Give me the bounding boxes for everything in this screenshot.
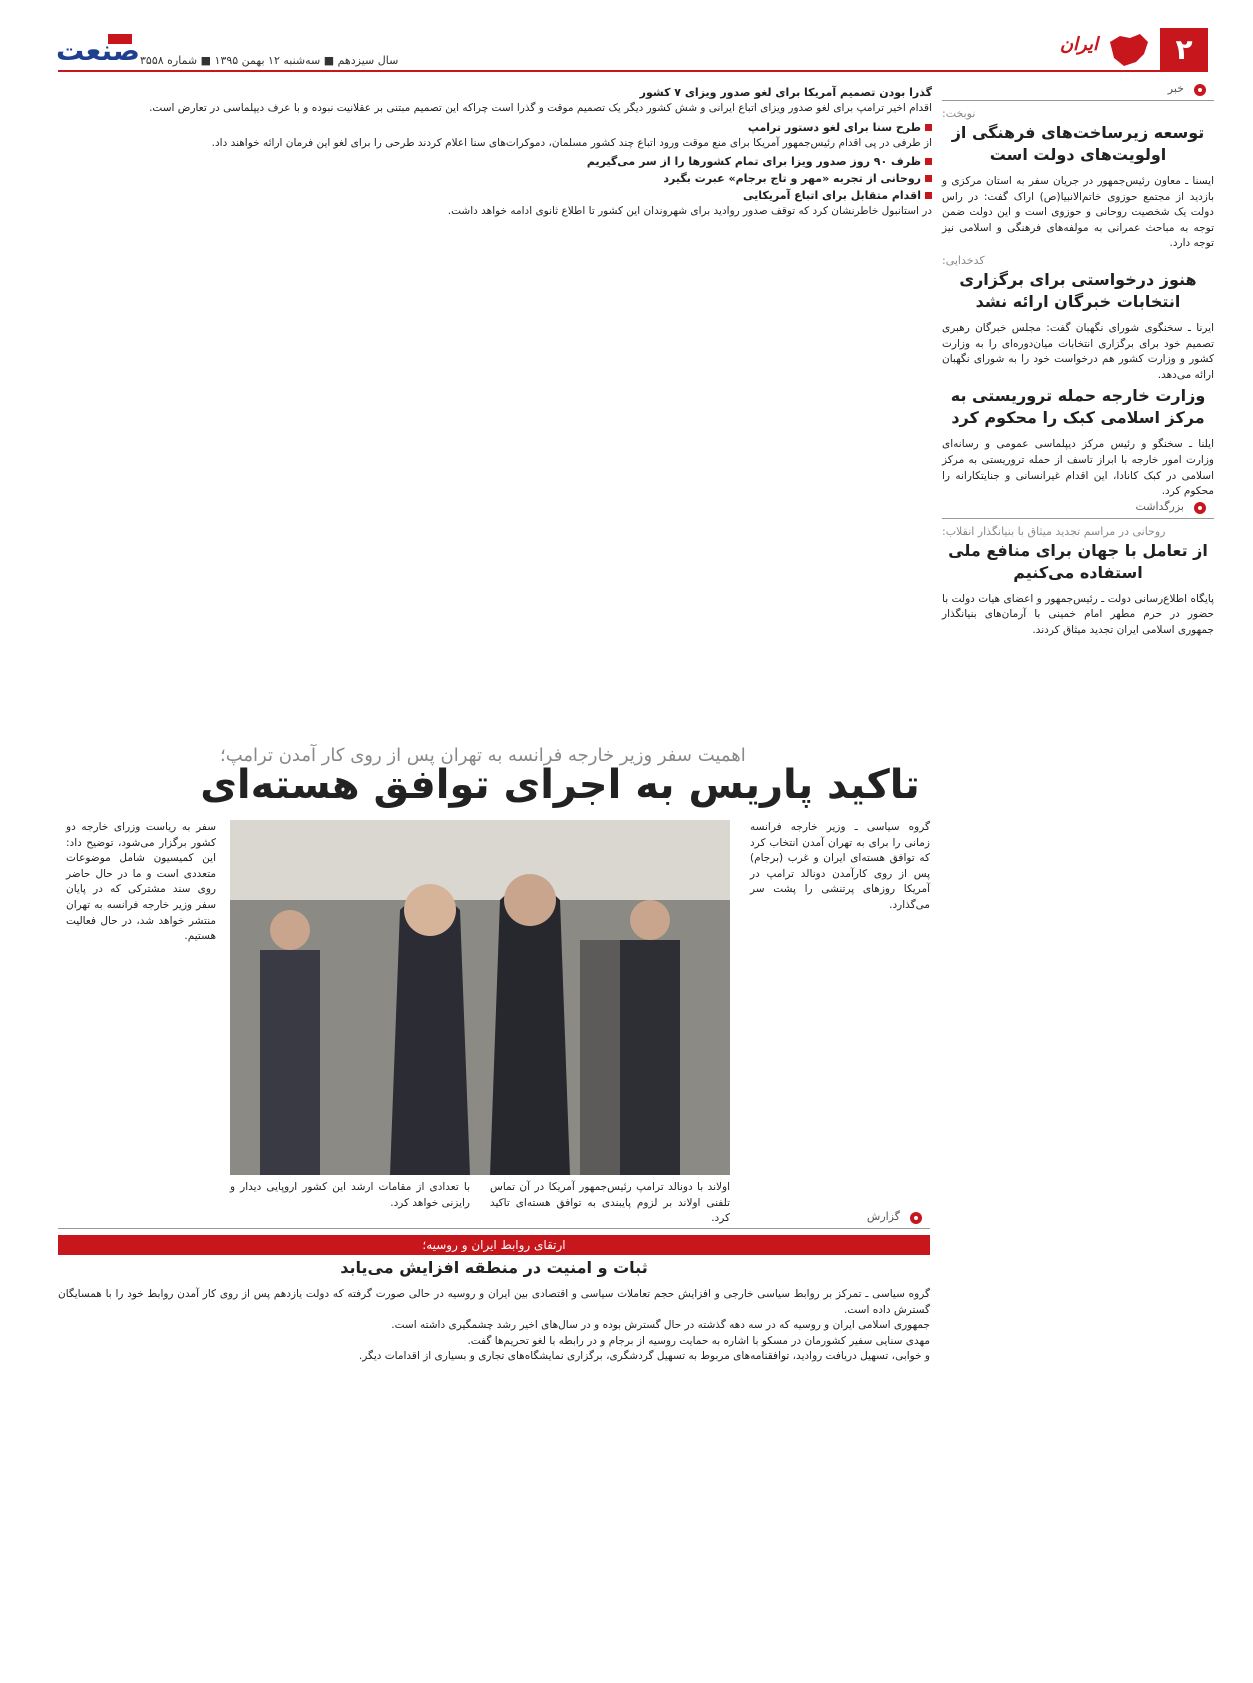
article-column: سفر به ریاست وزرای خارجه دو کشور برگزار می‌شود، توضیح داد: این کمیسیون شامل موضوعات متعددی است و ما در حال حاضر روی سند مشترکی که در پایان سفر وزیر خارجه فرانسه به تهران منتشر خواهد شد، در حال فعالیت هستیم. [66, 821, 216, 943]
news-body: ایسنا ـ معاون رئیس‌جمهور در جریان سفر به استان مرکزی و بازدید از مجتمع حوزوی خاتم‌الانبیا(ص) اراک گفت: در راس دولت یک شخصیت روحانی و حوزوی است و این دولت ضمن توجه به مباحث عمرانی به مولفه‌های فرهنگی و اسلامی نیز توجه دارد. [942, 175, 1214, 250]
report-label: گزارش [58, 1210, 930, 1229]
kicker: کدخدایی: [942, 253, 985, 267]
report-band: ارتقای روابط ایران و روسیه؛ [58, 1235, 930, 1255]
report-body: جمهوری اسلامی ایران و روسیه که در سه دهه گذشته در حال گسترش بوده و در سال‌های اخیر رشد چشمگیری داشته است. [391, 1319, 930, 1332]
story-body: اقدام اخیر ترامپ برای لغو صدور ویزای اتباع ایرانی و شش کشور دیگر یک تصمیم موقت و گذرا است چراکه این تصمیم مبتنی بر عقلانیت نبوده و با عرف دیپلماسی در تعارض است. [149, 102, 932, 114]
story-body: در استانبول خاطرنشان کرد که توقف صدور روادید برای شهروندان این کشور تا اطلاع ثانوی ادامه خواهد داشت. [447, 205, 932, 218]
article-column: اولاند با دونالد ترامپ رئیس‌جمهور آمریکا در آن تماس تلفنی اولاند بر لزوم پایبندی به توافق هسته‌ای تاکید کرد. [490, 1181, 730, 1225]
story-heading: گذرا بودن تصمیم آمریکا برای لغو صدور ویزای ۷ کشور [639, 86, 932, 99]
kicker: نوبخت: [942, 107, 976, 120]
headline-sub: اهمیت سفر وزیر خارجه فرانسه به تهران پس از روی کار آمدن ترامپ؛ [220, 745, 746, 766]
section-label: ایران [1059, 34, 1098, 55]
story-body: از طرفی در پی اقدام رئیس‌جمهور آمریکا برای منع موقت ورود اتباع چند کشور مسلمان، دموکرات‌های سنا اعلام کردند طرحی را برای لغو این فرمان ارائه خواهند داد. [211, 136, 932, 149]
svg-text:صنعت: صنعت [56, 34, 140, 67]
article-lead: گروه سیاسی ـ وزیر خارجه فرانسه زمانی را برای به تهران آمدن انتخاب کرد که توافق هسته‌ای ایران و غرب (برجام) پس از روی کارآمدن دونالد ترامپ در آمریکا روزهای پرتنشی را پشت سر می‌گذارد. [750, 821, 930, 911]
news-body: ایرنا ـ سخنگوی شورای نگهبان گفت: مجلس خبرگان رهبری تصمیم خود برای برگزاری انتخابات میان‌دوره‌ای را به وزارت کشور و وزارت کشور هم درخواست خود را به شورای نگهبان ارائه می‌دهد. [942, 321, 1214, 381]
top-story [66, 82, 932, 742]
masthead [58, 28, 1208, 68]
story-heading: روحانی از تجربه «مهر و تاج برجام» عبرت بگیرد [66, 172, 932, 185]
sidebar-label-commemoration: بزرگداشت [942, 500, 1214, 519]
issue-line: سال سیزدهم ■ سه‌شنبه ۱۲ بهمن ۱۳۹۵ ■ شماره ۳۵۵۸ [140, 54, 399, 67]
news-icon [1192, 82, 1214, 98]
article-column: با تعدادی از مقامات ارشد این کشور اروپایی دیدار و رایزنی خواهد کرد. [230, 1181, 470, 1209]
page-number: ۲ [1160, 28, 1208, 72]
iran-map-icon [1106, 32, 1150, 68]
report-title: ثبات و امنیت در منطقه افزایش می‌یابد [340, 1258, 648, 1277]
story-heading: طرح سنا برای لغو دستور ترامپ [66, 121, 932, 134]
bottom-report [58, 1210, 930, 1665]
report-body: و خوابی، تسهیل دریافت روادید، توافقنامه‌های مربوط به تسهیل گردشگری، برگزاری نمایشگاه‌های تجاری و بسیاری از اقدامات دیگر. [358, 1350, 930, 1363]
news-title: از تعامل با جهان برای منافع ملی استفاده می‌کنیم [948, 540, 1208, 582]
sidebar-label-news: خبر [942, 82, 1214, 101]
kicker: روحانی در مراسم تجدید میثاق با بنیانگذار انقلاب: [942, 524, 1166, 538]
news-title: وزارت خارجه حمله تروریستی به مرکز اسلامی کبک را محکوم کرد [950, 386, 1206, 428]
newspaper-logo [56, 28, 140, 70]
headline-main: تاکید پاریس به اجرای توافق هسته‌ای [200, 762, 920, 808]
news-icon [1192, 500, 1214, 516]
masthead-rule [58, 70, 1208, 72]
report-body: گروه سیاسی ـ تمرکز بر روابط سیاسی خارجی و افزایش حجم تعاملات سیاسی و اقتصادی بین ایران و روسیه در حالی صورت گرفته که دولت یازدهم پس از روی کار آمدن روابط خود را با همسایگان گسترش داده است. [58, 1288, 930, 1316]
news-title: توسعه زیرساخت‌های فرهنگی از اولویت‌های دولت است [951, 123, 1205, 164]
news-body: ایلنا ـ سخنگو و رئیس مرکز دیپلماسی عمومی و رسانه‌ای وزارت امور خارجه با ابراز تاسف از حمله تروریستی به مرکز اسلامی در کبک کانادا، این اقدام غیرانسانی و جنایتکارانه را محکوم کرد. [942, 438, 1214, 498]
report-icon [908, 1210, 930, 1226]
photo-foreign-ministers [230, 820, 730, 1175]
story-heading: ظرف ۹۰ روز صدور ویزا برای تمام کشورها را از سر می‌گیریم [66, 155, 932, 168]
report-body: مهدی سنایی سفیر کشورمان در مسکو با اشاره به حمایت روسیه از برجام و در رابطه با لغو تحریم‌ها گفت. [467, 1334, 930, 1347]
sidebar [942, 82, 1214, 639]
news-body: پایگاه اطلاع‌رسانی دولت ـ رئیس‌جمهور و اعضای هیات دولت با حضور در حرم مطهر امام خمینی با آرمان‌های بنیانگذار جمهوری اسلامی ایران تجدید میثاق کردند. [942, 592, 1214, 636]
story-heading: اقدام متقابل برای اتباع آمریکایی [66, 189, 932, 202]
news-title: هنوز درخواستی برای برگزاری انتخابات خبرگان ارائه نشد [959, 269, 1197, 311]
